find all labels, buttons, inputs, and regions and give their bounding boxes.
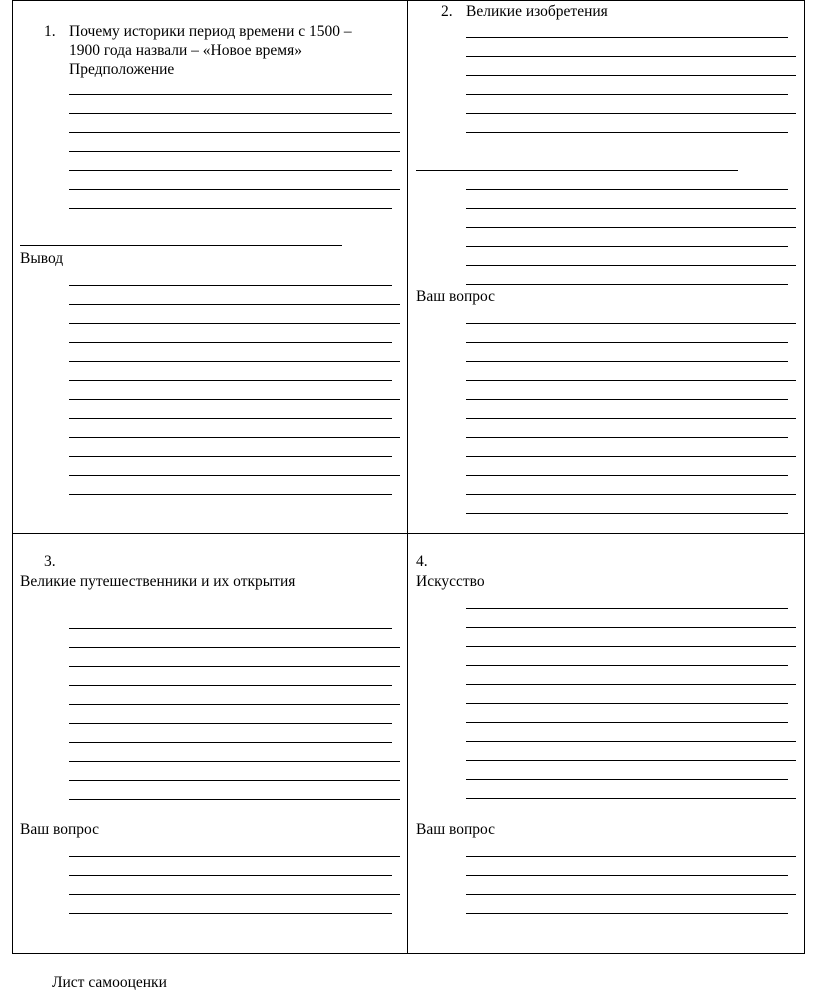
answer-line[interactable] <box>69 742 392 743</box>
answer-line[interactable] <box>69 666 400 667</box>
answer-line[interactable] <box>466 418 796 419</box>
answer-line[interactable] <box>69 456 392 457</box>
answer-line[interactable] <box>466 284 788 285</box>
answer-line[interactable] <box>466 380 796 381</box>
answer-line[interactable] <box>466 779 788 780</box>
answer-line[interactable] <box>466 265 796 266</box>
self-assessment-heading: Лист самооценки <box>52 974 167 991</box>
answer-line[interactable] <box>69 494 392 495</box>
answer-line[interactable] <box>466 94 788 95</box>
answer-line[interactable] <box>466 323 796 324</box>
answer-line[interactable] <box>466 760 796 761</box>
answer-line[interactable] <box>466 475 788 476</box>
answer-line[interactable] <box>466 342 788 343</box>
answer-line[interactable] <box>466 856 796 857</box>
answer-line[interactable] <box>466 513 788 514</box>
answer-line[interactable] <box>69 380 392 381</box>
answer-line[interactable] <box>466 399 788 400</box>
cell-1-question-line-2: 1900 года назвали – «Новое время» <box>69 42 302 59</box>
answer-line[interactable] <box>69 685 392 686</box>
answer-line[interactable] <box>466 722 788 723</box>
answer-line[interactable] <box>69 361 400 362</box>
answer-line[interactable] <box>466 56 796 57</box>
cell-1-question-line-1: Почему историки период времени с 1500 – <box>69 23 352 40</box>
cell-3-question-label: Ваш вопрос <box>20 821 100 838</box>
answer-line[interactable] <box>466 913 788 914</box>
cell-2-title: Великие изобретения <box>466 3 608 20</box>
answer-line[interactable] <box>466 494 796 495</box>
answer-line[interactable] <box>69 399 400 400</box>
answer-line[interactable] <box>466 684 796 685</box>
table-row-divider <box>12 533 805 534</box>
answer-line[interactable] <box>69 304 400 305</box>
answer-line[interactable] <box>466 608 788 609</box>
answer-line[interactable] <box>466 665 788 666</box>
answer-line[interactable] <box>69 894 400 895</box>
cell-3-title: Великие путешественники и их открытия <box>20 573 296 590</box>
answer-line[interactable] <box>69 132 400 133</box>
cell-2-number: 2. <box>441 3 453 20</box>
cell-2-question-label: Ваш вопрос <box>416 288 496 305</box>
answer-line[interactable] <box>69 875 392 876</box>
answer-line[interactable] <box>69 342 392 343</box>
answer-line[interactable] <box>69 285 392 286</box>
cell-4-title: Искусство <box>416 573 485 590</box>
answer-line[interactable] <box>69 323 400 324</box>
answer-line[interactable] <box>466 75 796 76</box>
answer-line[interactable] <box>20 245 342 246</box>
answer-line[interactable] <box>466 113 796 114</box>
answer-line[interactable] <box>416 170 738 171</box>
answer-line[interactable] <box>69 780 400 781</box>
answer-line[interactable] <box>69 799 400 800</box>
cell-3-number: 3. <box>44 553 56 570</box>
answer-line[interactable] <box>466 37 788 38</box>
answer-line[interactable] <box>69 151 400 152</box>
answer-line[interactable] <box>466 646 796 647</box>
answer-line[interactable] <box>466 361 788 362</box>
answer-line[interactable] <box>69 113 392 114</box>
answer-line[interactable] <box>466 132 788 133</box>
cell-4-question-label: Ваш вопрос <box>416 821 496 838</box>
answer-line[interactable] <box>69 913 392 914</box>
cell-4-number: 4. <box>416 553 428 570</box>
answer-line[interactable] <box>466 627 796 628</box>
answer-line[interactable] <box>69 647 400 648</box>
answer-line[interactable] <box>69 704 400 705</box>
answer-line[interactable] <box>466 894 796 895</box>
answer-line[interactable] <box>466 741 796 742</box>
answer-line[interactable] <box>466 437 788 438</box>
conclusion-label: Вывод <box>20 250 64 267</box>
answer-line[interactable] <box>466 875 788 876</box>
answer-line[interactable] <box>466 456 796 457</box>
answer-line[interactable] <box>466 798 796 799</box>
answer-line[interactable] <box>69 437 400 438</box>
answer-line[interactable] <box>69 761 400 762</box>
answer-line[interactable] <box>466 246 788 247</box>
answer-line[interactable] <box>69 94 392 95</box>
answer-line[interactable] <box>69 628 392 629</box>
answer-line[interactable] <box>466 189 788 190</box>
answer-line[interactable] <box>69 189 400 190</box>
answer-line[interactable] <box>69 418 392 419</box>
answer-line[interactable] <box>466 208 796 209</box>
answer-line[interactable] <box>466 227 796 228</box>
answer-line[interactable] <box>69 208 392 209</box>
cell-1-number: 1. <box>44 23 56 40</box>
answer-line[interactable] <box>466 703 788 704</box>
answer-line[interactable] <box>69 475 400 476</box>
worksheet-table <box>12 0 805 954</box>
answer-line[interactable] <box>69 170 392 171</box>
answer-line[interactable] <box>69 856 400 857</box>
hypothesis-label: Предположение <box>69 61 175 78</box>
table-column-divider <box>407 0 408 954</box>
answer-line[interactable] <box>69 723 392 724</box>
